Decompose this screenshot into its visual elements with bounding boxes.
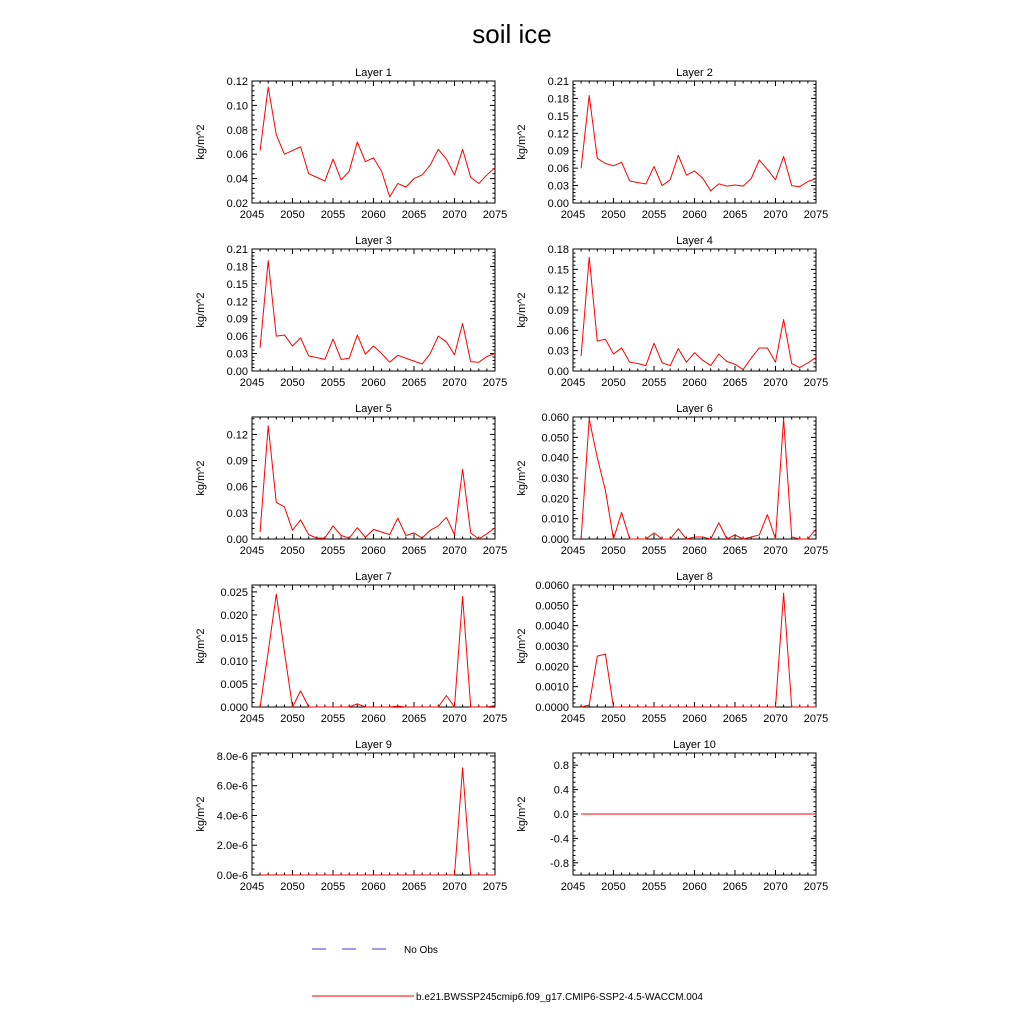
series-line-1: [260, 768, 495, 875]
x-tick-label: 2055: [320, 209, 346, 221]
x-tick-label: 2055: [641, 545, 667, 557]
x-tick-label: 2065: [722, 377, 748, 389]
x-tick-label: 2065: [401, 881, 427, 893]
y-tick-label: 0.04: [226, 173, 248, 186]
x-tick-label: 2045: [239, 545, 265, 557]
y-tick-label: 0.06: [226, 149, 248, 162]
y-tick-label: 0.005: [220, 678, 248, 691]
x-tick-label: 2075: [482, 209, 508, 221]
series-line-1: [260, 594, 495, 707]
x-tick-label: 2060: [361, 545, 386, 557]
x-tick-label: 2050: [280, 377, 305, 389]
x-tick-label: 2070: [763, 545, 788, 557]
x-tick-label: 2050: [280, 881, 305, 893]
y-tick-label: 0.020: [541, 493, 569, 506]
x-tick-label: 2065: [401, 377, 427, 389]
y-tick-label: 0.0010: [535, 681, 569, 694]
y-tick-label: 0.09: [547, 305, 569, 317]
y-axis-label: kg/m^2: [195, 796, 207, 832]
y-tick-label: 0.06: [226, 331, 248, 344]
panel-title: Layer 5: [355, 403, 392, 415]
y-tick-label: 0.02: [226, 198, 248, 210]
panel-title: Layer 9: [355, 739, 392, 751]
x-tick-label: 2050: [601, 209, 626, 221]
y-tick-label: 0.06: [547, 163, 569, 176]
y-tick-label: 0.12: [226, 429, 248, 442]
y-tick-label: 0.08: [226, 124, 248, 137]
panel-title: Layer 4: [676, 235, 713, 247]
x-tick-label: 2075: [803, 713, 829, 725]
panel-layer-4: [516, 235, 828, 389]
x-tick-label: 2070: [763, 881, 788, 893]
series-line-1: [581, 96, 816, 191]
x-tick-label: 2060: [361, 377, 386, 389]
y-tick-label: 0.4: [553, 784, 569, 797]
y-tick-label: 0.010: [220, 655, 248, 668]
plot-frame: [252, 249, 495, 371]
y-axis-label: kg/m^2: [195, 460, 207, 496]
x-tick-label: 2045: [560, 209, 586, 221]
y-axis-label: kg/m^2: [516, 460, 528, 496]
legend-model-label: b.e21.BWSSP245cmip6.f09_g17.CMIP6-SSP2-4.5-WACCM.004: [416, 992, 703, 1003]
y-tick-label: 0.000: [541, 534, 569, 546]
x-tick-label: 2070: [442, 713, 467, 725]
x-tick-label: 2060: [682, 377, 707, 389]
y-tick-label: 0.03: [547, 345, 569, 358]
panel-layer-3: [195, 235, 507, 389]
x-tick-label: 2070: [763, 713, 788, 725]
x-tick-label: 2060: [682, 545, 707, 557]
panel-title: Layer 1: [355, 67, 392, 79]
y-tick-label: 0.09: [226, 455, 248, 468]
y-tick-label: 0.060: [541, 412, 569, 424]
x-tick-label: 2060: [682, 713, 707, 725]
y-tick-label: 0.15: [226, 278, 248, 291]
x-tick-label: 2045: [239, 713, 265, 725]
y-axis-label: kg/m^2: [195, 124, 207, 160]
y-tick-label: 0.21: [547, 76, 569, 88]
x-tick-label: 2060: [361, 881, 386, 893]
x-tick-label: 2075: [482, 713, 508, 725]
x-tick-label: 2050: [280, 713, 305, 725]
y-axis-label: kg/m^2: [516, 796, 528, 832]
y-tick-label: 0.010: [541, 513, 569, 526]
x-tick-label: 2065: [722, 713, 748, 725]
x-tick-label: 2060: [682, 209, 707, 221]
y-tick-label: 0.15: [547, 264, 569, 277]
x-tick-label: 2060: [361, 209, 386, 221]
x-tick-label: 2065: [401, 209, 427, 221]
plot-frame: [252, 753, 495, 875]
y-tick-label: 0.040: [541, 452, 569, 465]
y-tick-label: -0.4: [550, 833, 569, 846]
panel-title: Layer 2: [676, 67, 713, 79]
x-tick-label: 2060: [682, 881, 707, 893]
series-line-1: [260, 261, 495, 364]
y-axis-label: kg/m^2: [516, 628, 528, 664]
y-tick-label: 0.06: [547, 325, 569, 338]
y-tick-label: 0.00: [547, 366, 569, 378]
x-tick-label: 2075: [482, 881, 508, 893]
x-tick-label: 2065: [722, 209, 748, 221]
y-tick-label: 0.18: [547, 93, 569, 106]
x-tick-label: 2055: [641, 881, 667, 893]
x-tick-label: 2050: [601, 713, 626, 725]
panel-layer-7: [195, 571, 507, 725]
x-tick-label: 2075: [803, 881, 829, 893]
y-tick-label: 0.025: [220, 586, 248, 599]
x-tick-label: 2065: [401, 713, 427, 725]
x-tick-label: 2055: [320, 713, 346, 725]
panel-layer-2: [516, 67, 828, 221]
y-tick-label: 0.03: [226, 507, 248, 520]
x-tick-label: 2050: [601, 545, 626, 557]
x-tick-label: 2045: [560, 377, 586, 389]
y-tick-label: 0.03: [226, 348, 248, 361]
y-tick-label: 0.0060: [535, 580, 569, 592]
panel-layer-9: [195, 739, 507, 893]
x-tick-label: 2045: [560, 713, 586, 725]
x-tick-label: 2055: [641, 377, 667, 389]
x-tick-label: 2065: [722, 881, 748, 893]
panel-layer-10: [516, 739, 828, 893]
y-tick-label: 0.030: [541, 473, 569, 485]
y-tick-label: 0.10: [226, 100, 248, 113]
x-tick-label: 2050: [601, 881, 626, 893]
y-tick-label: 0.00: [547, 198, 569, 210]
x-tick-label: 2075: [482, 377, 508, 389]
y-axis-label: kg/m^2: [195, 628, 207, 664]
x-tick-label: 2045: [239, 209, 265, 221]
x-tick-label: 2070: [442, 209, 467, 221]
y-tick-label: 0.0020: [535, 661, 569, 674]
y-tick-label: 0.21: [226, 244, 248, 256]
plot-frame: [573, 81, 816, 203]
y-tick-label: 0.06: [226, 481, 248, 494]
x-tick-label: 2075: [803, 209, 829, 221]
y-tick-label: 0.09: [226, 313, 248, 326]
x-tick-label: 2050: [601, 377, 626, 389]
panel-title: Layer 10: [673, 739, 716, 751]
y-tick-label: 0.12: [547, 284, 569, 297]
y-tick-label: 0.0: [553, 809, 569, 821]
y-tick-label: 0.09: [547, 145, 569, 158]
x-tick-label: 2050: [280, 209, 305, 221]
x-tick-label: 2055: [320, 545, 346, 557]
y-tick-label: 0.12: [226, 76, 248, 88]
y-tick-label: 2.0e-6: [216, 840, 248, 853]
y-tick-label: 0.015: [220, 632, 248, 645]
series-line-1: [581, 419, 816, 539]
y-tick-label: 0.0050: [535, 600, 569, 613]
y-tick-label: 8.0e-6: [216, 750, 248, 763]
y-tick-label: 6.0e-6: [216, 780, 248, 793]
panel-layer-5: [195, 403, 507, 557]
x-tick-label: 2055: [320, 377, 346, 389]
y-axis-label: kg/m^2: [516, 124, 528, 160]
y-tick-label: 0.15: [547, 110, 569, 123]
x-tick-label: 2070: [442, 377, 467, 389]
y-tick-label: 0.0e-6: [216, 870, 248, 882]
x-tick-label: 2045: [560, 545, 586, 557]
y-tick-label: 0.020: [220, 609, 248, 622]
y-tick-label: 0.12: [226, 296, 248, 309]
x-tick-label: 2070: [763, 377, 788, 389]
y-axis-label: kg/m^2: [195, 292, 207, 328]
x-tick-label: 2045: [239, 377, 265, 389]
legend-obs-label: No Obs: [404, 945, 438, 956]
y-tick-label: 4.0e-6: [216, 810, 248, 823]
y-tick-label: 0.03: [547, 180, 569, 193]
x-tick-label: 2055: [320, 881, 346, 893]
panel-title: Layer 7: [355, 571, 392, 583]
series-line-1: [581, 257, 816, 370]
x-tick-label: 2045: [560, 881, 586, 893]
y-tick-label: -0.8: [550, 857, 569, 870]
x-tick-label: 2055: [641, 713, 667, 725]
y-tick-label: 0.18: [547, 244, 569, 256]
panel-title: Layer 6: [676, 403, 713, 415]
y-tick-label: 0.12: [547, 128, 569, 141]
series-line-1: [260, 426, 495, 539]
panel-title: Layer 3: [355, 235, 392, 247]
x-tick-label: 2055: [641, 209, 667, 221]
x-tick-label: 2065: [401, 545, 427, 557]
panel-grid: [195, 67, 828, 893]
series-line-1: [260, 87, 495, 197]
panel-title: Layer 8: [676, 571, 713, 583]
x-tick-label: 2070: [442, 881, 467, 893]
y-tick-label: 0.00: [226, 366, 248, 378]
panel-layer-1: [195, 67, 507, 221]
y-tick-label: 0.0040: [535, 620, 569, 633]
x-tick-label: 2045: [239, 881, 265, 893]
x-tick-label: 2075: [803, 377, 829, 389]
y-tick-label: 0.0030: [535, 641, 569, 653]
x-tick-label: 2060: [361, 713, 386, 725]
y-tick-label: 0.18: [226, 261, 248, 274]
x-tick-label: 2075: [482, 545, 508, 557]
y-tick-label: 0.000: [220, 702, 248, 714]
y-axis-label: kg/m^2: [516, 292, 528, 328]
x-tick-label: 2070: [442, 545, 467, 557]
y-tick-label: 0.8: [553, 760, 569, 773]
x-tick-label: 2070: [763, 209, 788, 221]
y-tick-label: 0.0000: [535, 702, 569, 714]
panel-layer-8: [516, 571, 828, 725]
series-line-1: [581, 593, 816, 707]
plot-frame: [252, 417, 495, 539]
y-tick-label: 0.050: [541, 432, 569, 445]
x-tick-label: 2050: [280, 545, 305, 557]
figure-title: soil ice: [472, 19, 552, 49]
x-tick-label: 2065: [722, 545, 748, 557]
panel-layer-6: [516, 403, 828, 557]
x-tick-label: 2075: [803, 545, 829, 557]
plot-frame: [252, 81, 495, 203]
legend: [312, 945, 703, 1003]
y-tick-label: 0.00: [226, 534, 248, 546]
